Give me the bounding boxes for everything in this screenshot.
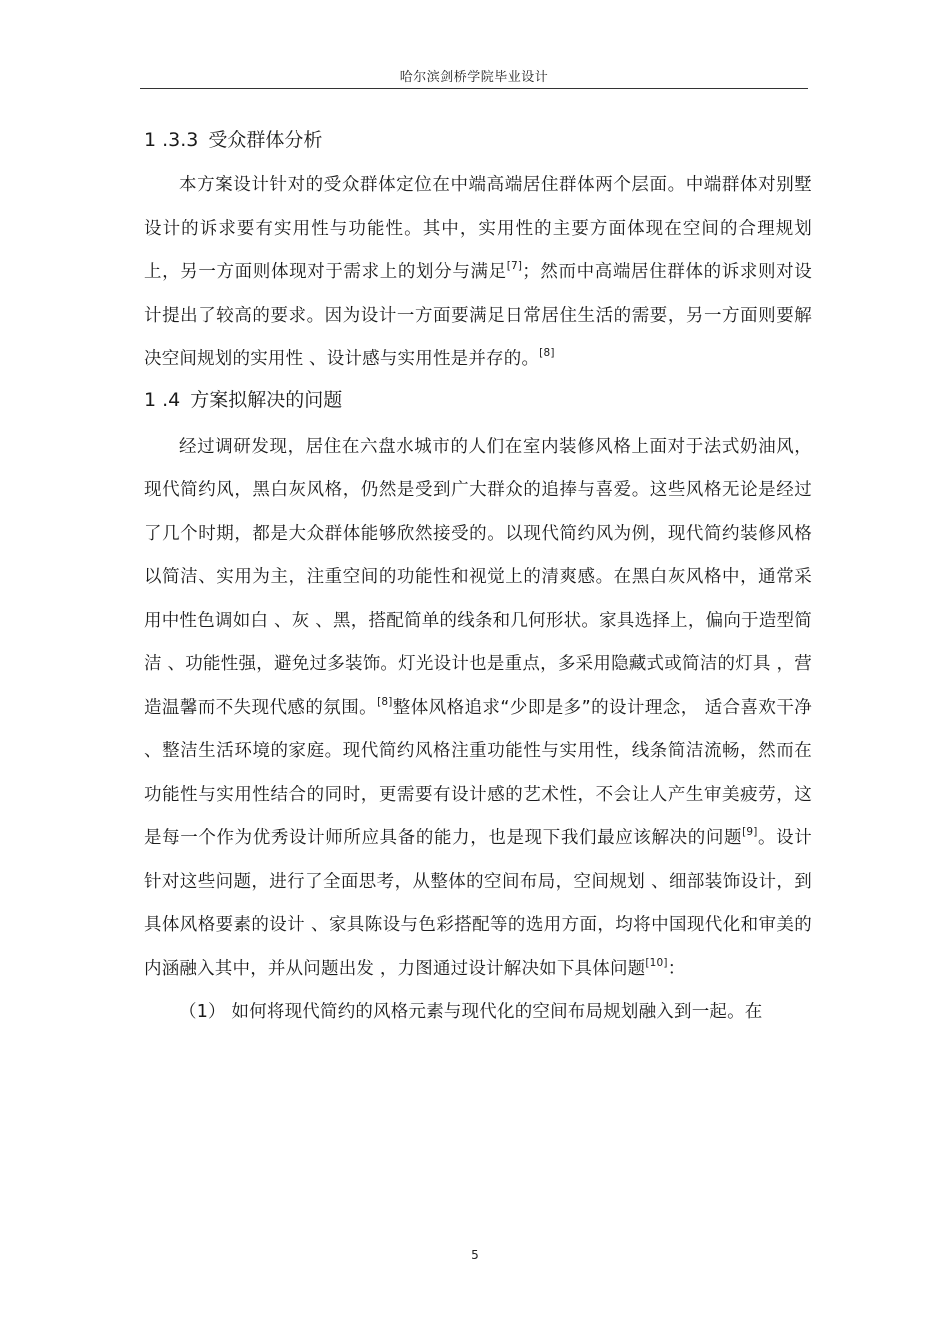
section-heading-1-4 — [144, 380, 812, 420]
citation-ref: [10] — [645, 956, 668, 969]
citation-ref: [7] — [506, 260, 523, 272]
citation-ref: [9] — [742, 826, 758, 838]
paragraph-text: 本方案设计针对的受众群体定位在中端高端居住群体两个层面。中端群体对别墅设计的诉求要有实用性与功能性。其中，实用性的主要方面体现在空间的合理规划上，另一方面则体现对于需求上的划分与满足 — [144, 175, 812, 282]
section-number: 1 .3.3 — [144, 129, 199, 151]
running-header-title: 哈尔滨剑桥学院毕业设计 — [399, 70, 549, 85]
header-divider — [140, 88, 808, 89]
paragraph-problems-to-solve — [144, 426, 812, 992]
paragraph-text: 。设计针对这些问题，进行了全面思考，从整体的空间布局，空间规划 、细部装饰设计，到具体风格要素的设计 、家具陈设与色彩搭配等的选用方面，均将中国现代化和审美的内涵融入其中，并从问题出发 ，力图通过设计解决如下具体问题 — [144, 828, 812, 979]
paragraph-text: 经过调研发现，居住在六盘水城市的人们在室内装修风格上面对于法式奶油风，现代简约风，黑白灰风格，仍然是受到广大群众的追捧与喜爱。这些风格无论是经过了几个时期，都是大众群体能够欣然接受的。以现代简约风为例，现代简约装修风格以简洁、实用为主，注重空间的功能性和视觉上的清爽感。在黑白灰风格中，通常采用中性色调如白 、灰 、黑，搭配简单的线条和几何形状。家具选择上，偏向于造型简洁 、功能性强，避免过多装饰。灯光设计也是重点，多采用隐藏式或简洁的灯具 ，营造温馨而不失现代感的氛围。 — [144, 436, 812, 718]
section-title: 受众群体分析 — [208, 129, 323, 151]
page-number: 5 — [471, 1248, 479, 1262]
section-title: 方案拟解决的问题 — [190, 388, 343, 411]
paragraph-audience-analysis — [144, 164, 812, 382]
citation-ref: [8] — [377, 695, 393, 708]
citation-ref: [8] — [539, 347, 555, 359]
paragraph-text: ： — [667, 958, 686, 979]
list-item-1: （1） 如何将现代简约的风格元素与现代化的空间布局规划融入到一起。在 — [179, 1002, 763, 1022]
paragraph-text: ；然而中高端居住群体的诉求则对设计提出了较高的要求。因为设计一方面要满足日常居住生活的需要，另一方面则要解决空间规划的实用性 、设计感与实用性是并存的。 — [144, 262, 812, 369]
section-heading-1-3-3 — [144, 120, 812, 160]
section-number: 1 .4 — [144, 388, 181, 411]
paragraph-text: 整体风格追求“少即是多”的设计理念， 适合喜欢干净 、整洁生活环境的家庭。现代简约风格注重功能性与实用性，线条简洁流畅，然而在功能性与实用性结合的同时，更需要有设计感的艺术性，不会让人产生审美疲劳，这是每一个作为优秀设计师所应具备的能力，也是现下我们最应该解决的问题 — [144, 697, 812, 848]
page-body — [144, 120, 812, 1035]
